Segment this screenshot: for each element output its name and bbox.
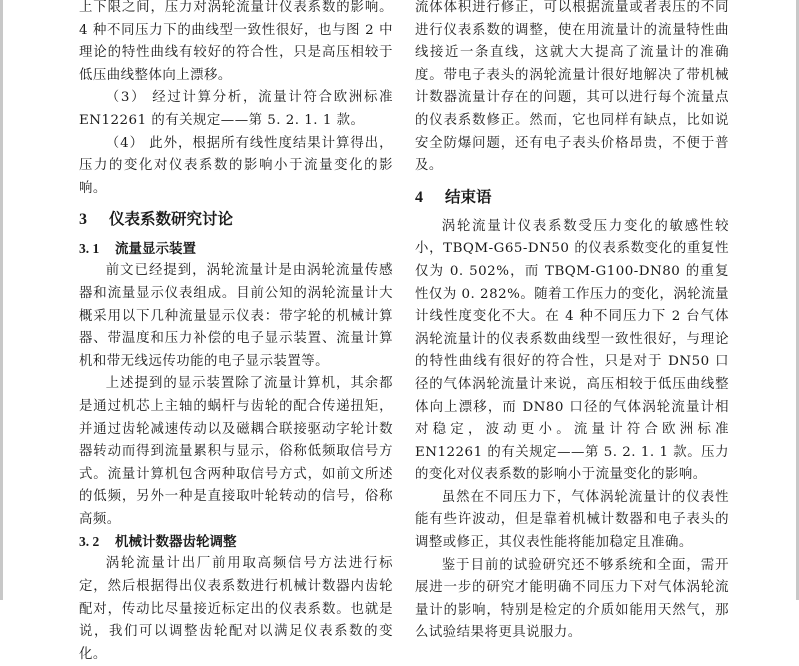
- section-title: 流量显示装置: [115, 241, 196, 258]
- paragraph: 虽然在不同压力下，气体涡轮流量计的仪表性能有些许波动，但是靠着机械计数器和电子表头的调整或修正，其仪表性能将能加稳定且准确。: [415, 489, 729, 551]
- section-title: 机械计数器齿轮调整: [115, 534, 237, 551]
- continuation-paragraph: 流体体积进行修正，可以根据流量或者表压的不同进行仪表系数的调整，使在用流量计的流量特性曲线接近一条直线，这就大大提高了流量计的准确度。带电子表头的涡轮流量计很好地解决了带机械计数器流量计存在的问题，其可以进行每个流量点的仪表系数修正。然而，它也同样有缺点，比如说安全防爆问题，还有电子表头价格昂贵，不便于普及。: [415, 0, 729, 174]
- section-3-1-heading: [79, 238, 393, 260]
- paragraph: 涡轮流量计仪表系数受压力变化的敏感性较小，TBQM-G65-DN50 的仪表系数变化的重复性仅为 0. 502%，而 TBQM-G100-DN80 的重复性仅为 0. 282%。随着工作压力的变化，涡轮流量计线性度变化不大。在 4 种不同压力下 2 台气体涡轮流量计的仪表系数曲线型一致性很好，与理论的特性曲线有很好的符合性，只是对于 DN50 口径的气体涡轮流量计来说，高压相较于低压曲线整体向上漂移，而 DN80 口径的气体涡轮流量计相对稳定，波动更小。流量计符合欧洲标准 EN12261 的有关规定——第 5. 2. 1. 1 款。压力的变化对仪表系数的影响小于流量变化的影响。: [415, 218, 729, 483]
- section-title: 仪表系数研究讨论: [109, 210, 234, 229]
- continuation-paragraph: 上下限之间，压力对涡轮流量计仪表系数的影响。4 种不同压力下的曲线型一致性很好，也与图 2 中理论的特性曲线有较好的符合性，只是高压相较于低压曲线整体向上漂移。: [79, 0, 393, 83]
- paragraph: 前文已经提到，涡轮流量计是由涡轮流量传感器和流量显示仪表组成。目前公知的涡轮流量计大概采用以下几种流量显示仪表：带字轮的机械计算器、带温度和压力补偿的电子显示装置、流量计算机和带无线远传功能的电子显示装置等。: [79, 263, 393, 369]
- section-3-heading: [79, 208, 393, 231]
- paragraph: 鉴于目前的试验研究还不够系统和全面，需开展进一步的研究才能明确不同压力下对气体涡轮流量计的影响，特别是检定的介质如能用天然气，那么试验结果将更具说服力。: [415, 557, 729, 641]
- left-column: [79, 0, 393, 666]
- section-number: 4: [415, 188, 423, 206]
- section-number: 3. 2: [79, 534, 100, 550]
- paragraph: 上述提到的显示装置除了流量计算机，其余都是通过机芯上主轴的蜗杆与齿轮的配合传递扭矩，并通过齿轮减速传动以及磁耦合联接驱动字轮计数器转动而得到流量累积与显示，俗称低频取信号方式。流量计算机包含两种取信号方式，如前文所述的低频，另外一种是直接取叶轮转动的信号，俗称高频。: [79, 376, 393, 527]
- page-edge-left: [0, 0, 3, 600]
- conclusion-item-4: （4） 此外，根据所有线性度结果计算得出，压力的变化对仪表系数的影响小于流量变化的影响。: [79, 135, 393, 196]
- section-title: 结束语: [445, 187, 492, 206]
- section-3-2-heading: [79, 531, 393, 553]
- section-4-heading: [415, 186, 729, 209]
- section-number: 3. 1: [79, 241, 100, 257]
- conclusion-item-3: （3） 经过计算分析，流量计符合欧洲标准 EN12261 的有关规定——第 5. 2. 1. 1 款。: [79, 90, 393, 128]
- section-number: 3: [79, 211, 87, 229]
- paragraph: 涡轮流量计出厂前用取高频信号方法进行标定，然后根据得出仪表系数进行机械计数器内齿轮配对，传动比尽量接近标定出的仪表系数。也就是说，我们可以调整齿轮配对以满足仪表系数的变化。: [79, 556, 393, 662]
- right-column: [415, 0, 729, 645]
